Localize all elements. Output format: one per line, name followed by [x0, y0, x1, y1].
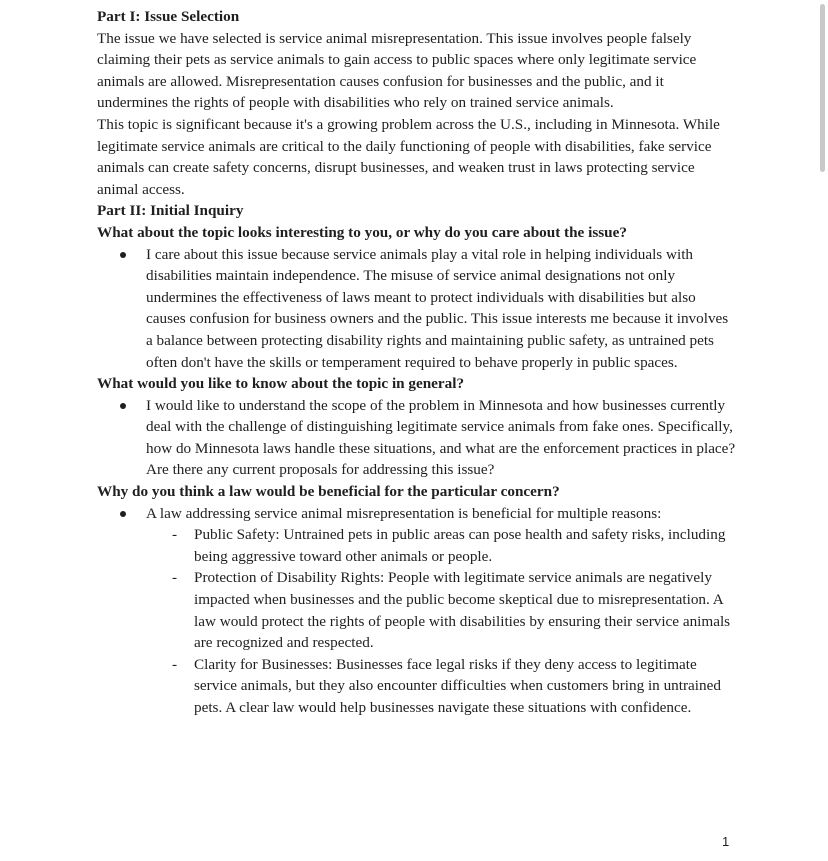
answer-3-text: A law addressing service animal misrepresentation is beneficial for multiple reasons:: [146, 504, 662, 522]
reason-public-safety: [172, 524, 737, 567]
answer-3-list: [97, 503, 737, 525]
page-number: 1: [722, 834, 730, 849]
bullet-icon: [120, 403, 126, 409]
answer-2: [146, 395, 737, 481]
document-body: [97, 6, 737, 719]
reason-text: Protection of Disability Rights: People with legitimate service animals are negatively impacted when businesses and the public become skeptical due to misrepresentation. A law would protect the rights of people with disabilities by ensuring their service animals are recognized and respected.: [194, 569, 731, 652]
dash-icon: -: [172, 655, 178, 673]
answer-2-list: [97, 395, 737, 481]
part-2-heading: Part II: Initial Inquiry: [97, 202, 244, 220]
dash-icon: -: [172, 569, 178, 587]
answer-1-text: I care about this issue because service animals play a vital role in helping individuals with disabilities maintain independence. The misuse of service animal designations not only undermines the effectiveness of laws meant to protect individuals with disabilities but also causes confusion for business owners and the public. This issue interests me because it involves a balance between protecting disability rights and maintaining public safety, as untrained pets often don't have the skills or temperament required to behave properly in public spaces.: [146, 245, 729, 371]
answer-1-list: [97, 244, 737, 374]
answer-1: [146, 244, 737, 374]
reason-text: Public Safety: Untrained pets in public areas can pose health and safety risks, including being aggressive toward other animals or people.: [194, 526, 726, 565]
reasons-list: [97, 524, 737, 718]
reason-business-clarity: [172, 654, 737, 719]
dash-icon: -: [172, 526, 178, 544]
answer-3: [146, 503, 737, 525]
question-3: Why do you think a law would be beneficial for the particular concern?: [97, 483, 560, 501]
vertical-scrollbar[interactable]: [820, 4, 825, 172]
part-1-paragraph-1: The issue we have selected is service animal misrepresentation. This issue involves people falsely claiming their pets as service animals to gain access to public spaces where only legitimate service animals are allowed. Misrepresentation causes confusion for businesses and the public, and it undermines the rights of people with disabilities who rely on trained service animals.: [97, 29, 697, 112]
question-2: What would you like to know about the topic in general?: [97, 375, 465, 393]
part-1-heading: Part I: Issue Selection: [97, 8, 240, 25]
reason-text: Clarity for Businesses: Businesses face legal risks if they deny access to legitimate service animals, but they also encounter difficulties when customers bring in untrained pets. A clear law would help businesses navigate these situations with confidence.: [194, 655, 721, 716]
bullet-icon: [120, 252, 126, 258]
question-1: What about the topic looks interesting to you, or why do you care about the issue?: [97, 223, 627, 241]
bullet-icon: [120, 511, 126, 517]
answer-2-text: I would like to understand the scope of the problem in Minnesota and how businesses currently deal with the challenge of distinguishing legitimate service animals from fake ones. Specifically, how do Minnesota laws handle these situations, and what are the enforcement practices in place? Are there any current proposals for addressing this issue?: [146, 396, 736, 479]
reason-disability-rights: [172, 567, 737, 653]
part-1-paragraph-2: This topic is significant because it's a growing problem across the U.S., including in Minnesota. While legitimate service animals are critical to the daily functioning of people with disabilities, fake service animals can create safety concerns, disrupt businesses, and weaken trust in laws protecting service animal access.: [97, 115, 720, 198]
